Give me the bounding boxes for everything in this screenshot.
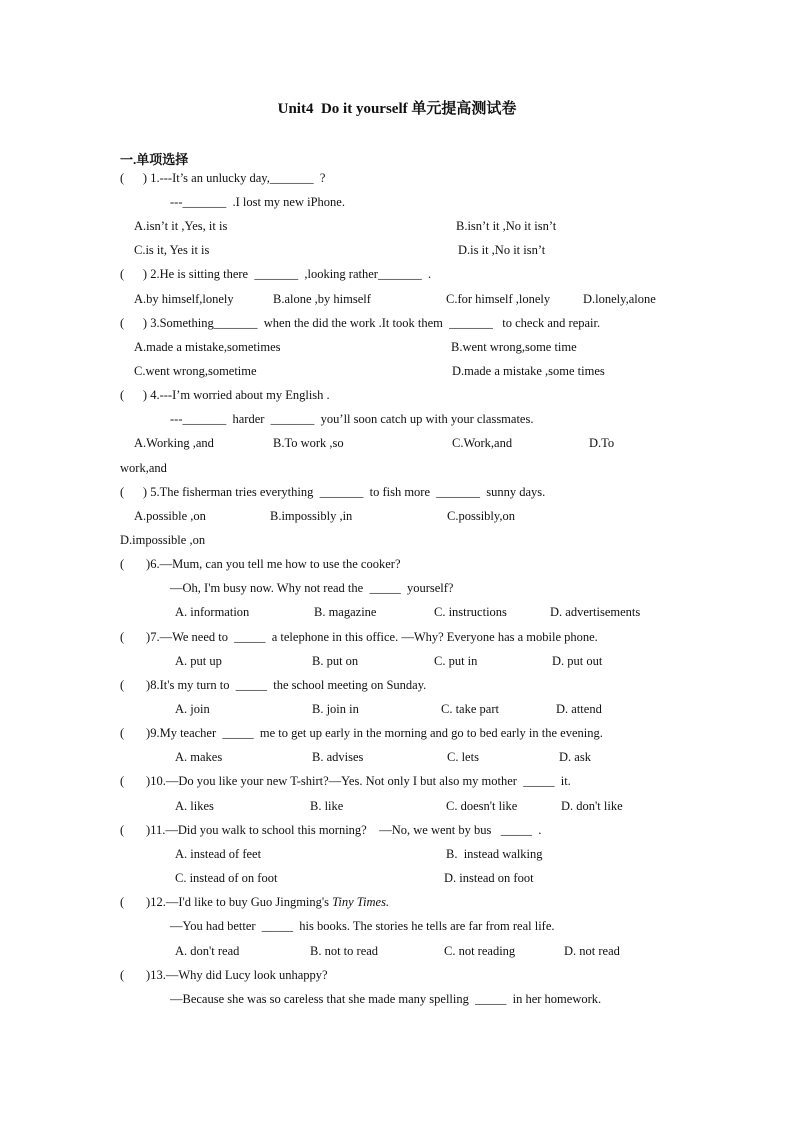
- question-2-option-b: B.alone ,by himself: [273, 292, 371, 306]
- question-10-stem: ( )10.—Do you like your new T-shirt?—Yes. Not only I but also my mother _____ it.: [120, 774, 571, 788]
- question-7-option-b: B. put on: [312, 654, 359, 668]
- question-12-option-c: C. not reading: [444, 944, 516, 958]
- question-3-option-c: C.went wrong,sometime: [134, 364, 257, 378]
- question-6-stem: ( )6.—Mum, can you tell me how to use the cooker?: [120, 557, 401, 571]
- question-12-option-b: B. not to read: [310, 944, 379, 958]
- question-10-option-c: C. doesn't like: [446, 799, 518, 813]
- question-7-stem: ( )7.—We need to _____ a telephone in this office. —Why? Everyone has a mobile phone.: [120, 630, 598, 644]
- question-2-option-d: D.lonely,alone: [583, 292, 656, 306]
- question-11-stem: ( )11.—Did you walk to school this morning? —No, we went by bus _____ .: [120, 823, 542, 837]
- question-12-stem-text: ( )12.—I'd like to buy Guo Jingming's: [120, 895, 333, 909]
- question-2-option-a: A.by himself,lonely: [134, 292, 234, 306]
- question-10-option-d: D. don't like: [561, 799, 623, 813]
- question-8-option-a: A. join: [175, 702, 210, 716]
- question-7-option-a: A. put up: [175, 654, 222, 668]
- question-9-option-b: B. advises: [312, 750, 364, 764]
- question-8-option-b: B. join in: [312, 702, 359, 716]
- question-4-option-b: B.To work ,so: [273, 436, 344, 450]
- question-8-stem: ( )8.It's my turn to _____ the school meeting on Sunday.: [120, 678, 427, 692]
- question-4-option-d-continued: work,and: [120, 461, 167, 475]
- question-4-option-a: A.Working ,and: [134, 436, 214, 450]
- question-9-option-d: D. ask: [559, 750, 591, 764]
- question-12-option-a: A. don't read: [175, 944, 240, 958]
- page-title: Unit4 Do it yourself 单元提高测试卷: [277, 101, 517, 117]
- question-4-reply: ---_______ harder _______ you’ll soon catch up with your classmates.: [170, 412, 534, 426]
- question-1-option-c: C.is it, Yes it is: [134, 243, 210, 257]
- question-11-option-b: B. instead walking: [446, 847, 543, 861]
- question-13-stem: ( )13.—Why did Lucy look unhappy?: [120, 968, 328, 982]
- question-1-option-b: B.isn’t it ,No it isn’t: [456, 219, 557, 233]
- question-3-option-a: A.made a mistake,sometimes: [134, 340, 281, 354]
- question-7-option-c: C. put in: [434, 654, 478, 668]
- question-1-option-d: D.is it ,No it isn’t: [458, 243, 546, 257]
- question-10-option-b: B. like: [310, 799, 344, 813]
- question-10-option-a: A. likes: [175, 799, 214, 813]
- question-11-option-a: A. instead of feet: [175, 847, 262, 861]
- book-title: Tiny Times.: [332, 895, 390, 909]
- question-8-option-c: C. take part: [441, 702, 499, 716]
- question-1-stem: ( ) 1.---It’s an unlucky day,_______ ?: [120, 171, 326, 185]
- question-6-reply: —Oh, I'm busy now. Why not read the _____ yourself?: [170, 581, 454, 595]
- question-3-option-b: B.went wrong,some time: [451, 340, 577, 354]
- question-6-option-d: D. advertisements: [550, 605, 641, 619]
- question-7-option-d: D. put out: [552, 654, 603, 668]
- question-5-stem: ( ) 5.The fisherman tries everything _______ to fish more _______ sunny days.: [120, 485, 546, 499]
- question-3-option-d: D.made a mistake ,some times: [452, 364, 605, 378]
- question-11-option-c: C. instead of on foot: [175, 871, 278, 885]
- question-4-option-c: C.Work,and: [452, 436, 513, 450]
- question-12-stem: [120, 894, 389, 910]
- question-2-stem: ( ) 2.He is sitting there _______ ,looking rather_______ .: [120, 267, 432, 281]
- question-6-option-a: A. information: [175, 605, 250, 619]
- question-8-option-d: D. attend: [556, 702, 602, 716]
- question-4-option-d: D.To: [589, 436, 615, 450]
- question-12-reply: —You had better _____ his books. The stories he tells are far from real life.: [170, 919, 555, 933]
- question-4-stem: ( ) 4.---I’m worried about my English .: [120, 388, 330, 402]
- question-6-option-c: C. instructions: [434, 605, 507, 619]
- question-13-reply: —Because she was so careless that she made many spelling _____ in her homework.: [170, 992, 602, 1006]
- section-heading: 一.单项选择: [120, 152, 189, 167]
- question-1-reply: ---_______ .I lost my new iPhone.: [170, 195, 345, 209]
- question-11-option-d: D. instead on foot: [444, 871, 534, 885]
- question-9-option-a: A. makes: [175, 750, 223, 764]
- question-2-option-c: C.for himself ,lonely: [446, 292, 551, 306]
- question-6-option-b: B. magazine: [314, 605, 377, 619]
- question-12-option-d: D. not read: [564, 944, 620, 958]
- question-1-option-a: A.isn’t it ,Yes, it is: [134, 219, 228, 233]
- question-5-option-a: A.possible ,on: [134, 509, 206, 523]
- question-5-option-c: C.possibly,on: [447, 509, 515, 523]
- question-5-option-b: B.impossibly ,in: [270, 509, 353, 523]
- question-3-stem: ( ) 3.Something_______ when the did the work .It took them _______ to check and repair.: [120, 316, 601, 330]
- question-9-stem: ( )9.My teacher _____ me to get up early in the morning and go to bed early in the evening.: [120, 726, 603, 740]
- question-5-option-d: D.impossible ,on: [120, 533, 206, 547]
- question-9-option-c: C. lets: [447, 750, 479, 764]
